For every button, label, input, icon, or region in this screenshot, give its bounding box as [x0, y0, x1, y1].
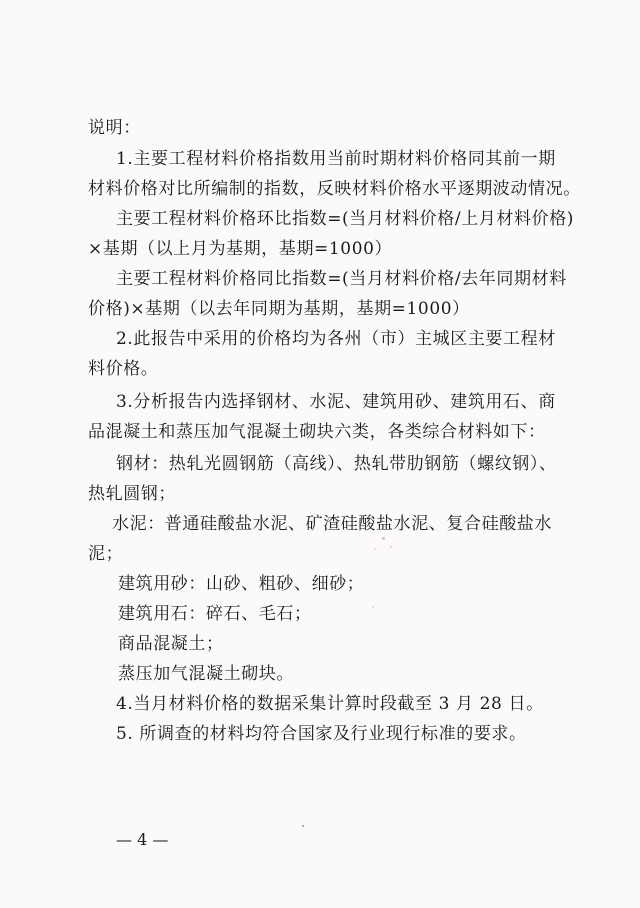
page-number: — 4 — [116, 830, 169, 849]
paragraph-5-line-1: 3.分析报告内选择钢材、水泥、建筑用砂、建筑用石、商 [116, 392, 556, 412]
scan-speck [302, 825, 304, 827]
paragraph-4-line-1: 2.此报告中采用的价格均为各州（市）主城区主要工程材 [116, 329, 556, 349]
paragraph-12: 4.当月材料价格的数据采集计算时段截至 3 月 28 日。 [116, 694, 544, 714]
paragraph-6-line-2: 热轧圆钢； [88, 484, 176, 504]
paragraph-1-line-2: 材料价格对比所编制的指数，反映材料价格水平逐期波动情况。 [88, 179, 581, 199]
scan-speck [372, 606, 374, 608]
paragraph-9: 建筑用石：碎石、毛石； [118, 604, 312, 624]
paragraph-3-line-1: 主要工程材料价格同比指数=(当月材料价格/去年同期材料 [116, 269, 567, 289]
paragraph-6-line-1: 钢材：热轧光圆钢筋（高线）、热轧带肋钢筋（螺纹钢）、 [116, 454, 557, 474]
paragraph-11: 蒸压加气混凝土砌块。 [118, 664, 294, 684]
scan-speck [374, 548, 376, 550]
paragraph-4-line-2: 料价格。 [88, 359, 159, 379]
paragraph-8: 建筑用砂：山砂、粗砂、细砂； [118, 574, 365, 594]
paragraph-7-line-1: 水泥：普通硅酸盐水泥、矿渣硅酸盐水泥、复合硅酸盐水 [112, 514, 552, 534]
paragraph-5-line-2: 品混凝土和蒸压加气混凝土砌块六类，各类综合材料如下： [88, 422, 546, 442]
paragraph-2-line-1: 主要工程材料价格环比指数=(当月材料价格/上月材料价格) [116, 209, 575, 229]
scan-speck [390, 546, 392, 548]
scan-speck [382, 537, 385, 540]
paragraph-10: 商品混凝土； [118, 634, 224, 654]
paragraph-13: 5. 所调查的材料均符合国家及行业现行标准的要求。 [116, 724, 527, 744]
paragraph-2-line-2: ×基期（以上月为基期，基期=1000） [88, 239, 393, 259]
paragraph-7-line-2: 泥； [88, 544, 124, 564]
paragraph-3-line-2: 价格)×基期（以去年同期为基期，基期=1000） [88, 299, 470, 319]
document-heading: 说明： [88, 118, 141, 138]
paragraph-1-line-1: 1.主要工程材料价格指数用当前时期材料价格同其前一期 [116, 149, 556, 169]
